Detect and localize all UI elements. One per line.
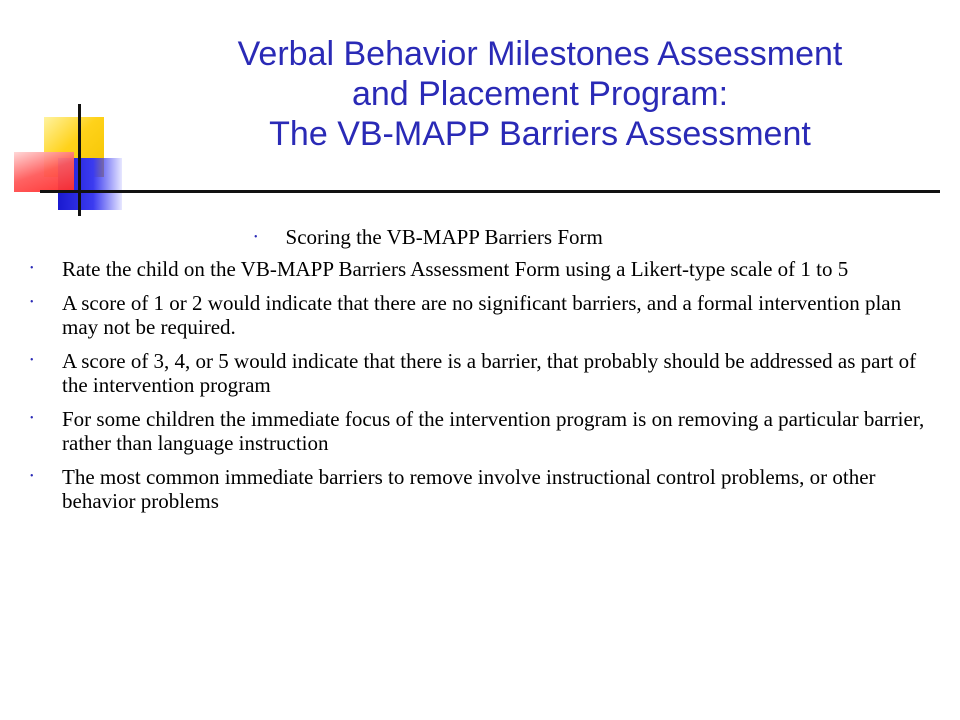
logo-vertical-line <box>78 104 81 216</box>
bullet-dot: • <box>30 355 34 366</box>
bullet-dot: • <box>30 263 34 274</box>
list-item-text: Rate the child on the VB-MAPP Barriers Assessment Form using a Likert-type scale of 1 to 5 <box>62 257 849 281</box>
logo-red-square <box>14 152 74 192</box>
bullet-dot: • <box>30 297 34 308</box>
title-line-3: The VB-MAPP Barriers Assessment <box>269 115 811 153</box>
list-item <box>30 291 930 339</box>
list-item <box>30 407 930 455</box>
subheading-text: Scoring the VB-MAPP Barriers Form <box>285 225 603 249</box>
list-item-text: The most common immediate barriers to remove involve instructional control problems, or other behavior problems <box>62 465 876 513</box>
bullet-list <box>30 257 930 523</box>
list-item <box>30 349 930 397</box>
bullet-dot: • <box>30 413 34 424</box>
title-line-1: Verbal Behavior Milestones Assessment <box>237 35 843 73</box>
subheading <box>254 225 603 250</box>
title-line-2: and Placement Program: <box>351 75 729 113</box>
bullet-dot: • <box>254 231 258 243</box>
list-item-text: For some children the immediate focus of the intervention program is on removing a particular barrier, rather than language instruction <box>62 407 925 455</box>
list-item-text: A score of 1 or 2 would indicate that there are no significant barriers, and a formal intervention plan may not be required. <box>62 291 902 339</box>
bullet-dot: • <box>30 471 34 482</box>
list-item <box>30 465 930 513</box>
list-item-text: A score of 3, 4, or 5 would indicate that there is a barrier, that probably should be addressed as part of the intervention program <box>62 349 917 397</box>
slide-title <box>140 34 940 154</box>
list-item <box>30 257 930 281</box>
